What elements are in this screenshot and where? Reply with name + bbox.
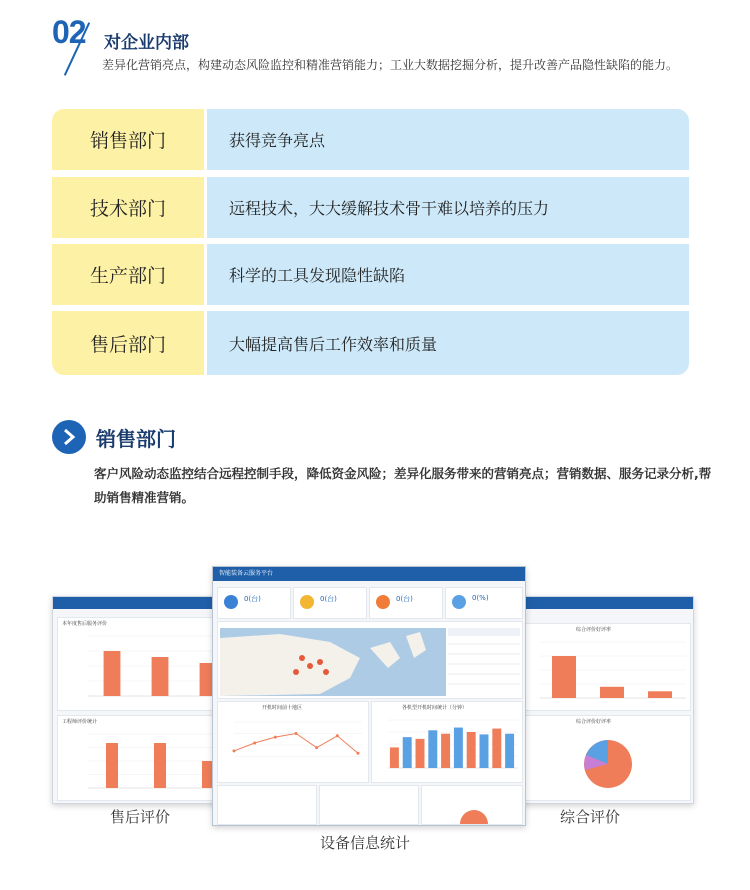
department-benefit: 大幅提高售后工作效率和质量 — [207, 311, 689, 375]
chart-point — [295, 732, 298, 735]
kpi-value: 0(台) — [244, 595, 261, 603]
table-row — [52, 177, 689, 238]
chart-point — [233, 749, 236, 752]
chart-point — [336, 734, 339, 737]
app-title-bar — [213, 567, 525, 581]
device-map — [220, 628, 446, 696]
chart-point — [357, 752, 360, 755]
app-title-bar — [521, 597, 693, 609]
chart-bar — [552, 656, 576, 698]
kpi-card — [217, 587, 291, 619]
chart-bar — [152, 657, 169, 696]
department-name: 技术部门 — [52, 177, 204, 238]
runtime-model-panel — [371, 701, 523, 783]
sales-section-description: 客户风险动态监控结合远程控制手段，降低资金风险；差异化服务带来的营销亮点；营销数据、服务记录分析,帮助销售精准营销。 — [94, 466, 712, 505]
mini-pie-chart — [422, 786, 522, 824]
department-benefit: 科学的工具发现隐性缺陷 — [207, 244, 689, 305]
series-line — [234, 734, 358, 754]
gear-icon — [376, 595, 390, 609]
rating-pie-panel — [525, 715, 691, 801]
chart-bar — [416, 739, 425, 768]
kpi-card — [445, 587, 523, 619]
kpi-card — [293, 587, 367, 619]
chart-point — [315, 746, 318, 749]
chart-bar — [104, 651, 121, 696]
caption-device-stats: 设备信息统计 — [320, 834, 411, 852]
sales-section-title: 销售部门 — [96, 427, 176, 451]
chart-bar — [106, 743, 118, 788]
chart-bar — [454, 728, 463, 768]
section-description: 差异化营销亮点，构建动态风险监控和精准营销能力；工业大数据挖掘分析，提升改善产品隐性缺陷的能力。 — [102, 58, 679, 72]
mini-panel — [217, 785, 317, 825]
chart-bar — [428, 730, 437, 768]
runtime-region-panel — [217, 701, 369, 783]
chart-point — [253, 742, 256, 745]
panel-title: 各机型开机时间统计（分钟） — [402, 705, 468, 711]
caption-after-sales: 售后评价 — [110, 808, 171, 826]
pie-icon — [452, 595, 466, 609]
kpi-value: 0(台) — [320, 595, 337, 603]
panel-title: 本年度售后服务评价 — [62, 621, 108, 627]
panel-title: 综合评价好评率 — [576, 719, 612, 725]
device-map-panel — [217, 621, 523, 699]
chart-bar — [441, 734, 450, 768]
chart-point — [274, 736, 277, 739]
chart-bar — [467, 732, 476, 768]
overall-evaluation-screenshot — [520, 596, 694, 804]
table-row — [52, 109, 689, 170]
rating-pie-chart — [526, 728, 690, 798]
caption-overall: 综合评价 — [560, 808, 621, 826]
mini-panel — [319, 785, 419, 825]
chart-bar — [390, 747, 399, 768]
department-name: 销售部门 — [52, 109, 204, 170]
panel-title: 开机时间前十地区 — [262, 705, 303, 711]
department-benefit: 获得竞争亮点 — [207, 109, 689, 170]
rating-bar-chart — [526, 636, 690, 708]
app-title: 智能装备云服务平台 — [219, 570, 274, 577]
section-title: 对企业内部 — [104, 33, 189, 53]
chart-bar — [154, 743, 166, 788]
table-row — [52, 311, 689, 375]
rating-bar-panel — [525, 623, 691, 711]
device-statistics-screenshot — [212, 566, 526, 826]
panel-title: 综合评价好评率 — [576, 627, 612, 633]
department-benefit: 远程技术，大大缓解技术骨干难以培养的压力 — [207, 177, 689, 238]
department-table — [52, 109, 689, 375]
department-name: 售后部门 — [52, 311, 204, 375]
section-header — [52, 14, 712, 84]
section-number: 02 — [52, 14, 86, 50]
department-name: 生产部门 — [52, 244, 204, 305]
chart-bar — [403, 737, 412, 768]
kpi-card — [369, 587, 443, 619]
engineer-bar-chart — [58, 728, 238, 800]
chart-bar — [480, 734, 489, 768]
kpi-value: 0(%) — [472, 594, 489, 602]
mini-panel — [421, 785, 523, 825]
region-table — [448, 628, 520, 696]
kpi-value: 0(台) — [396, 595, 413, 603]
panel-title: 工程师评价统计 — [62, 719, 98, 725]
chevron-right-icon — [52, 420, 86, 454]
chart-icon — [300, 595, 314, 609]
runtime-bar-chart — [372, 714, 522, 780]
after-sales-bar-chart — [58, 630, 238, 710]
chart-bar — [648, 691, 672, 698]
chart-bar — [600, 687, 624, 698]
table-row — [52, 244, 689, 305]
chart-bar — [492, 729, 501, 768]
cloud-icon — [224, 595, 238, 609]
chart-bar — [505, 734, 514, 768]
runtime-line-chart — [218, 714, 368, 780]
